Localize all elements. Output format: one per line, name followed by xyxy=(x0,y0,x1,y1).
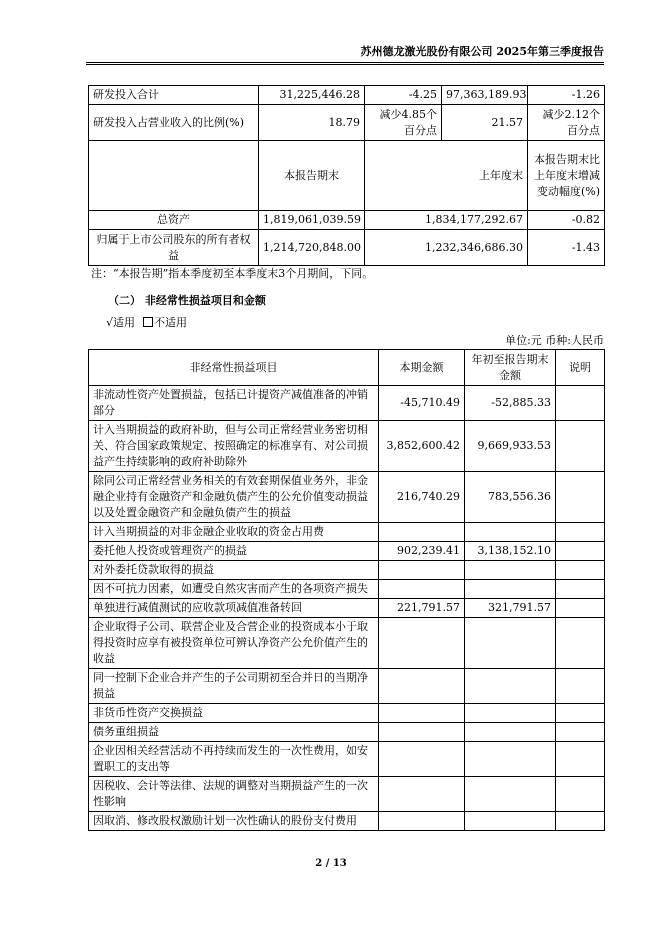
page-number: 2 / 13 xyxy=(315,858,347,869)
cell-value: 18.79 xyxy=(259,105,365,141)
table-row xyxy=(89,580,605,599)
row-item-label: 因税收、会计等法律、法规的调整对当期损益产生的一次性影响 xyxy=(89,777,379,812)
cell-note xyxy=(556,742,605,777)
cell-note xyxy=(556,542,605,561)
cell-current xyxy=(379,669,465,704)
table-row xyxy=(89,230,605,266)
cell-note xyxy=(556,580,605,599)
empty-checkbox-icon xyxy=(143,317,153,327)
cell-current: 216,740.29 xyxy=(379,472,465,523)
cell-ytd xyxy=(465,580,556,599)
cell-ytd xyxy=(465,618,556,669)
cell-current xyxy=(379,723,465,742)
cell-note xyxy=(556,669,605,704)
cell-note xyxy=(556,472,605,523)
table-row xyxy=(89,523,605,542)
table-row xyxy=(89,211,605,230)
table-body xyxy=(89,386,605,831)
not-applicable-label: 不适用 xyxy=(154,316,188,329)
table-row xyxy=(89,561,605,580)
row-label: 总资产 xyxy=(89,211,259,230)
row-label: 研发投入合计 xyxy=(89,86,259,105)
cell-current xyxy=(379,777,465,812)
header-period-end: 本报告期末 xyxy=(259,141,365,211)
cell-current xyxy=(379,704,465,723)
table-row xyxy=(89,599,605,618)
cell-value: -0.82 xyxy=(528,211,605,230)
cell-note xyxy=(556,812,605,831)
section-title: （二） 非经常性损益项目和金额 xyxy=(108,294,266,307)
cell-value: -1.43 xyxy=(528,230,605,266)
cell-current: 221,791.57 xyxy=(379,599,465,618)
cell-note xyxy=(556,704,605,723)
table-row xyxy=(89,472,605,523)
row-item-label: 企业取得子公司、联营企业及合营企业的投资成本小于取得投资时应享有被投资单位可辨认净资产公允价值产生的收益 xyxy=(89,618,379,669)
cell-current: 3,852,600.42 xyxy=(379,421,465,472)
row-item-label: 计入当期损益的政府补助，但与公司正常经营业务密切相关、符合国家政策规定、按照确定的标准享有、对公司损益产生持续影响的政府补助除外 xyxy=(89,421,379,472)
cell-current xyxy=(379,580,465,599)
empty-cell xyxy=(89,141,259,211)
table-row xyxy=(89,421,605,472)
applicable-label: 适用 xyxy=(113,316,136,329)
cell-value: -4.25 xyxy=(365,86,442,105)
row-label: 研发投入占营业收入的比例(%) xyxy=(89,105,259,141)
table-row xyxy=(89,386,605,421)
cell-note xyxy=(556,723,605,742)
cell-ytd xyxy=(465,812,556,831)
row-item-label: 同一控制下企业合并产生的子公司期初至合并日的当期净损益 xyxy=(89,669,379,704)
rd-and-assets-table xyxy=(88,85,605,266)
table-row xyxy=(89,618,605,669)
row-item-label: 非流动性资产处置损益，包括已计提资产减值准备的冲销部分 xyxy=(89,386,379,421)
row-label: 归属于上市公司股东的所有者权益 xyxy=(89,230,259,266)
cell-ytd xyxy=(465,523,556,542)
cell-value: 1,232,346,686.30 xyxy=(365,230,528,266)
cell-value: 31,225,446.28 xyxy=(259,86,365,105)
header-ytd: 年初至报告期末金额 xyxy=(465,350,556,386)
cell-ytd: 3,138,152.10 xyxy=(465,542,556,561)
cell-value: 减少2.12个百分点 xyxy=(528,105,605,141)
table-row xyxy=(89,723,605,742)
row-item-label: 因取消、修改股权激励计划一次性确认的股份支付费用 xyxy=(89,812,379,831)
table-row xyxy=(89,812,605,831)
cell-ytd: -52,885.33 xyxy=(465,386,556,421)
cell-ytd: 9,669,933.53 xyxy=(465,421,556,472)
header-item: 非经常性损益项目 xyxy=(89,350,379,386)
cell-value: 21.57 xyxy=(442,105,528,141)
cell-current xyxy=(379,523,465,542)
cell-note xyxy=(556,523,605,542)
row-item-label: 因不可抗力因素，如遭受自然灾害而产生的各项资产损失 xyxy=(89,580,379,599)
table-row xyxy=(89,669,605,704)
cell-note xyxy=(556,777,605,812)
row-item-label: 非货币性资产交换损益 xyxy=(89,704,379,723)
cell-ytd xyxy=(465,742,556,777)
cell-note xyxy=(556,421,605,472)
cell-note xyxy=(556,561,605,580)
row-item-label: 对外委托贷款取得的损益 xyxy=(89,561,379,580)
cell-current xyxy=(379,618,465,669)
table-row xyxy=(89,742,605,777)
non-recurring-items-table xyxy=(88,349,605,831)
cell-current xyxy=(379,742,465,777)
cell-value: 1,214,720,848.00 xyxy=(259,230,365,266)
cell-current xyxy=(379,812,465,831)
cell-ytd: 783,556.36 xyxy=(465,472,556,523)
cell-current: -45,710.49 xyxy=(379,386,465,421)
check-mark-icon: √ xyxy=(106,316,114,329)
table-row xyxy=(89,777,605,812)
cell-ytd xyxy=(465,777,556,812)
cell-ytd xyxy=(465,704,556,723)
table-row xyxy=(89,86,605,105)
header-current: 本期金额 xyxy=(379,350,465,386)
page-header: 苏州德龙激光股份有限公司 2025年第三季度报告 xyxy=(360,45,604,58)
cell-current xyxy=(379,561,465,580)
cell-current: 902,239.41 xyxy=(379,542,465,561)
row-item-label: 债务重组损益 xyxy=(89,723,379,742)
cell-value: 1,819,061,039.59 xyxy=(259,211,365,230)
cell-note xyxy=(556,386,605,421)
header-last-year-end: 上年度末 xyxy=(365,141,528,211)
row-item-label: 单独进行减值测试的应收款项减值准备转回 xyxy=(89,599,379,618)
row-item-label: 计入当期损益的对非金融企业收取的资金占用费 xyxy=(89,523,379,542)
cell-value: 减少4.85个百分点 xyxy=(365,105,442,141)
cell-value: 1,834,177,292.67 xyxy=(365,211,528,230)
cell-ytd xyxy=(465,723,556,742)
header-rule-second xyxy=(86,64,604,65)
cell-value: -1.26 xyxy=(528,86,605,105)
header-note: 说明 xyxy=(556,350,605,386)
unit-label: 单位:元 币种:人民币 xyxy=(505,334,604,347)
table-row xyxy=(89,542,605,561)
row-item-label: 委托他人投资或管理资产的损益 xyxy=(89,542,379,561)
cell-ytd xyxy=(465,669,556,704)
cell-value: 97,363,189.93 xyxy=(442,86,528,105)
header-rule xyxy=(86,62,604,63)
table-header-row xyxy=(89,350,605,386)
header-change: 本报告期末比上年度末增减变动幅度(%) xyxy=(528,141,605,211)
table-subheader-row xyxy=(89,141,605,211)
cell-ytd: 321,791.57 xyxy=(465,599,556,618)
applicability-line xyxy=(106,314,187,330)
table-row xyxy=(89,704,605,723)
cell-note xyxy=(556,599,605,618)
row-item-label: 除同公司正常经营业务相关的有效套期保值业务外，非金融企业持有金融资产和金融负债产生的公允价值变动损益以及处置金融资产和金融负债产生的损益 xyxy=(89,472,379,523)
table-row xyxy=(89,105,605,141)
table-note: 注：“本报告期”指本季度初至本季度末3个月期间，下同。 xyxy=(91,267,374,280)
row-item-label: 企业因相关经营活动不再持续而发生的一次性费用，如安置职工的支出等 xyxy=(89,742,379,777)
cell-ytd xyxy=(465,561,556,580)
cell-note xyxy=(556,618,605,669)
